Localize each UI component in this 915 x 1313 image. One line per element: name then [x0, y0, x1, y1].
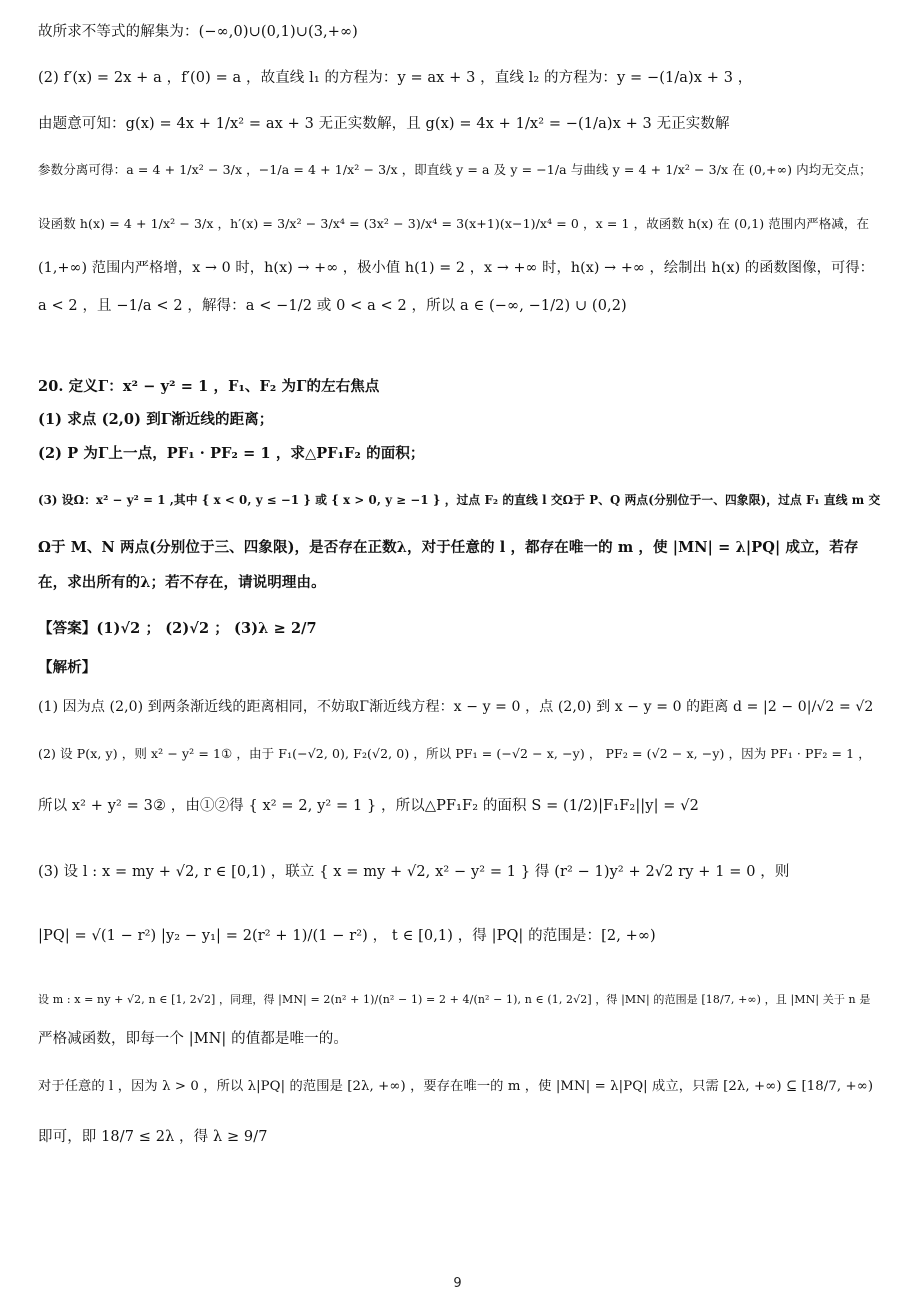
analysis-part3-conclusion: 即可，即 18/7 ≤ 2λ ，得 λ ≥ 9/7 — [38, 1129, 268, 1145]
text-line-solution-set: 故所求不等式的解集为：(−∞,0)∪(0,1)∪(3,+∞) — [38, 24, 358, 40]
text-line-part2-tangent-lines: (2) f′(x) = 2x + a ，f′(0) = a ，故直线 l₁ 的方程为：y = ax + 3 ，直线 l₂ 的方程为：y = −(1/a)x + 3 ， — [38, 70, 753, 86]
problem-20-part2: (2) P 为Γ上一点，PF₁ · PF₂ = 1 ，求△PF₁F₂ 的面积； — [38, 445, 425, 462]
analysis-part2-line1: (2) 设 P(x, y) ，则 x² − y² = 1① ，由于 F₁(−√2, 0), F₂(√2, 0) ，所以 PF₁ = (−√2 − x, −y) ， PF₂ = (√2 − x, −y) ，因为 PF₁ · PF₂ = 1 ， — [38, 746, 871, 761]
text-line-parameter-separation: 参数分离可得：a = 4 + 1/x² − 3/x ，−1/a = 4 + 1/x² − 3/x ，即直线 y = a 及 y = −1/a 与曲线 y = 4 + 1/x² − 3/x 在 (0,+∞) 内均无交点； — [38, 162, 872, 177]
page-number: 9 — [453, 1276, 462, 1291]
problem-20-part3-line1: (3) 设Ω：x² − y² = 1 ,其中 { x < 0, y ≤ −1 } 或 { x > 0, y ≥ −1 } ，过点 F₂ 的直线 l 交Ω于 P、Q 两点(分别位于一、四象限)，过点 F₁ 直线 m 交 — [38, 493, 881, 507]
analysis-part2-line2: 所以 x² + y² = 3② ，由①②得 { x² = 2, y² = 1 } ，所以△PF₁F₂ 的面积 S = (1/2)|F₁F₂||y| = √2 — [38, 798, 699, 814]
analysis-part3-unique: 严格减函数，即每一个 |MN| 的值都是唯一的。 — [38, 1031, 348, 1047]
text-line-function-h: 设函数 h(x) = 4 + 1/x² − 3/x ，h′(x) = 3/x² − 3/x⁴ = (3x² − 3)/x⁴ = 3(x+1)(x−1)/x⁴ = 0 ，x = 1 ，故函数 h(x) 在 (0,1) 范围内严格减，在 — [38, 216, 870, 231]
analysis-part3-pq: |PQ| = √(1 − r²) |y₂ − y₁| = 2(r² + 1)/(1 − r²) ， t ∈ [0,1) ，得 |PQ| 的范围是：[2, +∞) — [38, 928, 656, 944]
problem-20-part1: (1) 求点 (2,0) 到Γ渐近线的距离； — [38, 411, 274, 428]
text-line-monotonicity: (1,+∞) 范围内严格增，x → 0 时，h(x) → +∞ ，极小值 h(1) = 2 ，x → +∞ 时，h(x) → +∞ ，绘制出 h(x) 的函数图像，可得： — [38, 260, 875, 276]
analysis-part3-mn: 设 m : x = ny + √2, n ∈ [1, 2√2] ，同理，得 |MN| = 2(n² + 1)/(n² − 1) = 2 + 4/(n² − 1), n ∈ (1, 2√2] ，得 |MN| 的范围是 [18/7, +∞) ，且 |MN| 关于 n 是 — [38, 993, 871, 1006]
analysis-part3-condition: 对于任意的 l ，因为 λ > 0 ，所以 λ|PQ| 的范围是 [2λ, +∞) ，要存在唯一的 m ，使 |MN| = λ|PQ| 成立，只需 [2λ, +∞) ⊆ [18/7, +∞) — [38, 1079, 874, 1094]
problem-20-title: 20. 定义Γ：x² − y² = 1 ，F₁、F₂ 为Γ的左右焦点 — [38, 378, 380, 395]
text-line-no-positive-root: 由题意可知：g(x) = 4x + 1/x² = ax + 3 无正实数解，且 g(x) = 4x + 1/x² = −(1/a)x + 3 无正实数解 — [38, 116, 730, 132]
answer-line: 【答案】(1)√2 ； (2)√2 ； (3)λ ≥ 2/7 — [38, 620, 317, 637]
analysis-part1: (1) 因为点 (2,0) 到两条渐近线的距离相同，不妨取Γ渐近线方程：x − y = 0 ，点 (2,0) 到 x − y = 0 的距离 d = |2 − 0|/√2 = √2 — [38, 699, 874, 715]
analysis-part3-line1: (3) 设 l : x = my + √2, r ∈ [0,1) ，联立 { x = my + √2, x² − y² = 1 } 得 (r² − 1)y² + 2√2 ry + 1 = 0 ，则 — [38, 864, 790, 880]
problem-20-part3-line2: Ω于 M、N 两点(分别位于三、四象限)，是否存在正数λ，对于任意的 l ，都存在唯一的 m ，使 |MN| = λ|PQ| 成立，若存 — [38, 539, 859, 556]
analysis-heading: 【解析】 — [38, 659, 97, 676]
problem-20-part3-line3: 在，求出所有的λ；若不存在，请说明理由。 — [38, 574, 326, 591]
text-line-range-of-a: a < 2 ，且 −1/a < 2 ，解得：a < −1/2 或 0 < a < 2 ，所以 a ∈ (−∞, −1/2) ∪ (0,2) — [38, 298, 627, 314]
